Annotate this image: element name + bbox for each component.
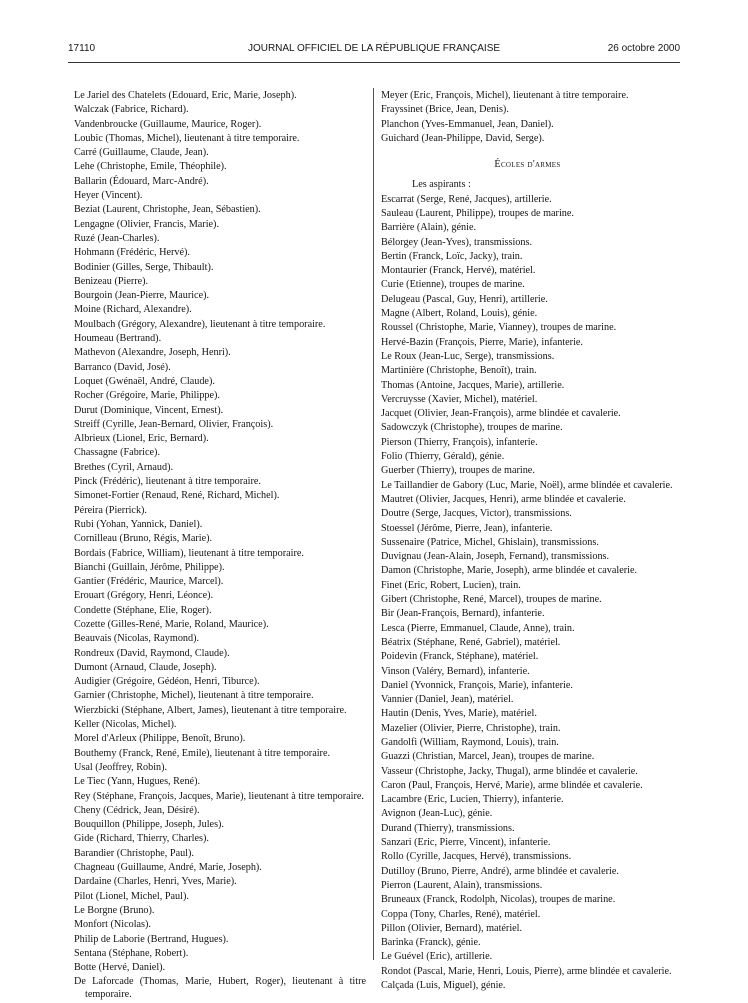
list-entry: Carré (Guillaume, Claude, Jean). (74, 147, 209, 159)
list-entry: Gibert (Christophe, René, Marcel), troupes de marine. (381, 594, 602, 606)
list-entry: Albrieux (Lionel, Eric, Bernard). (74, 433, 209, 445)
list-entry: Mautret (Olivier, Jacques, Henri), arme blindée et cavalerie. (381, 493, 626, 505)
list-entry: Ruzé (Jean-Charles). (74, 232, 160, 244)
list-entry: Usal (Jeoffrey, Robin). (74, 761, 168, 773)
list-entry: Ballarin (Édouard, Marc-André). (74, 175, 209, 187)
list-entry: Péreira (Pierrick). (74, 504, 147, 516)
list-entry: Sauleau (Laurent, Philippe), troupes de marine. (381, 208, 574, 219)
list-entry: Pierron (Laurent, Alain), transmissions. (381, 879, 543, 891)
list-entry: Bodinier (Gilles, Serge, Thibault). (74, 261, 214, 273)
list-entry: Cornilleau (Bruno, Régis, Marie). (74, 533, 213, 545)
list-entry: Pilot (Lionel, Michel, Paul). (74, 890, 189, 902)
list-entry: Vinson (Valéry, Bernard), infanterie. (381, 665, 530, 677)
right-column (381, 90, 674, 994)
list-entry: Meyer (Eric, François, Michel), lieutenant à titre temporaire. (381, 90, 629, 101)
list-entry: Gantier (Frédéric, Maurice, Marcel). (74, 576, 224, 588)
list-entry: Sadowczyk (Christophe), troupes de marine. (381, 422, 563, 434)
list-entry: Poidevin (Franck, Stéphane), matériel. (381, 651, 539, 663)
list-entry: Sanzari (Eric, Pierre, Vincent), infanterie. (381, 837, 551, 849)
list-entry: Vasseur (Christophe, Jacky, Thugal), arme blindée et cavalerie. (381, 765, 638, 777)
section-title: Écoles d'armes (494, 159, 561, 171)
list-entry: Bir (Jean-François, Bernard), infanterie. (381, 608, 545, 620)
list-entry: Simonet-Fortier (Renaud, René, Richard, Michel). (74, 490, 280, 502)
list-entry: Daniel (Yvonnick, François, Marie), infanterie. (381, 679, 573, 691)
list-entry: Gide (Richard, Thierry, Charles). (74, 833, 209, 845)
list-entry: Hautin (Denis, Yves, Marie), matériel. (381, 708, 537, 720)
list-entry: Le Jariel des Chatelets (Edouard, Eric, Marie, Joseph). (74, 90, 297, 101)
list-entry: Garnier (Christophe, Michel), lieutenant à titre temporaire. (74, 690, 314, 702)
list-entry: Durut (Dominique, Vincent, Ernest). (74, 404, 224, 416)
list-entry: Guichard (Jean-Philippe, David, Serge). (381, 132, 545, 144)
list-entry: Heyer (Vincent). (74, 190, 143, 202)
list-entry: Rubi (Yohan, Yannick, Daniel). (74, 518, 203, 530)
page-header (68, 42, 680, 56)
list-entry: Rondot (Pascal, Marie, Henri, Louis, Pierre), arme blindée et cavalerie. (381, 965, 672, 977)
list-entry: Pillon (Olivier, Bernard), matériel. (381, 922, 523, 934)
right-column-bottom-list (381, 194, 674, 993)
list-entry: Wierzbicki (Stéphane, Albert, James), lieutenant à titre temporaire. (74, 704, 347, 716)
list-entry: Vandenbroucke (Guillaume, Maurice, Roger). (74, 118, 262, 130)
journal-title: JOURNAL OFFICIEL DE LA RÉPUBLIQUE FRANÇAISE (247, 43, 501, 54)
list-entry: Vannier (Daniel, Jean), matériel. (381, 694, 514, 706)
list-entry: Guerber (Thierry), troupes de marine. (381, 465, 535, 477)
list-entry: Pierson (Thierry, François), infanterie. (381, 436, 538, 448)
list-entry: Botte (Hervé, Daniel). (74, 962, 166, 974)
list-entry: Hohmann (Frédéric, Hervé). (74, 247, 190, 259)
list-entry: Frayssinet (Brice, Jean, Denis). (381, 104, 509, 116)
list-entry: Lacambre (Eric, Lucien, Thierry), infanterie. (381, 794, 564, 806)
list-entry: Cheny (Cédrick, Jean, Désiré). (74, 804, 200, 816)
list-entry: Chassagne (Fabrice). (74, 447, 160, 459)
list-entry: Bourgoin (Jean-Pierre, Maurice). (74, 290, 210, 302)
page-number: 17110 (68, 43, 96, 54)
section-subtitle: Les aspirants : (412, 179, 471, 191)
list-entry: Durand (Thierry), transmissions. (381, 822, 515, 834)
list-entry: Audigier (Grégoire, Gédéon, Henri, Tiburce). (74, 676, 260, 688)
list-entry: Martinière (Christophe, Benoît), train. (381, 365, 537, 377)
header-rule (68, 62, 680, 63)
list-entry: Magne (Albert, Roland, Louis), génie. (381, 308, 538, 320)
list-entry: Dardaine (Charles, Henri, Yves, Marie). (74, 876, 237, 888)
list-entry: Keller (Nicolas, Michel). (74, 719, 177, 731)
list-entry: Bruneaux (Franck, Rodolph, Nicolas), troupes de marine. (381, 894, 616, 906)
list-entry: Jacquet (Olivier, Jean-François), arme blindée et cavalerie. (381, 408, 621, 420)
list-entry: Barinka (Franck), génie. (381, 937, 481, 949)
list-entry: Morel d'Arleux (Philippe, Benoît, Bruno). (74, 733, 246, 745)
list-entry: Delugeau (Pascal, Guy, Henri), artillerie. (381, 293, 548, 305)
list-entry: Sentana (Stéphane, Robert). (74, 947, 189, 959)
list-entry: Moulbach (Grégory, Alexandre), lieutenant à titre temporaire. (74, 318, 326, 330)
list-entry: Gandolfi (William, Raymond, Louis), train. (381, 736, 559, 748)
list-entry: Coppa (Tony, Charles, René), matériel. (381, 908, 541, 920)
list-entry: Hervé-Bazin (François, Pierre, Marie), infanterie. (381, 336, 583, 348)
list-entry: Bélorgey (Jean-Yves), transmissions. (381, 236, 533, 248)
left-column (74, 90, 366, 1003)
list-entry: Avignon (Jean-Luc), génie. (381, 808, 493, 820)
list-entry: Le Taillandier de Gabory (Luc, Marie, Noël), arme blindée et cavalerie. (381, 479, 673, 491)
list-entry: Le Tiec (Yann, Hugues, René). (74, 776, 201, 788)
list-entry: Béatrix (Stéphane, René, Gabriel), matériel. (381, 636, 561, 648)
list-entry: Rey (Stéphane, François, Jacques, Marie), lieutenant à titre temporaire. (74, 790, 364, 802)
list-entry: Rocher (Grégoire, Marie, Philippe). (74, 390, 220, 402)
right-column-top-list (381, 90, 674, 145)
list-entry: Mathevon (Alexandre, Joseph, Henri). (74, 347, 231, 359)
list-entry: Pinck (Frédéric), lieutenant à titre temporaire. (74, 476, 261, 488)
publication-date: 26 octobre 2000 (607, 43, 680, 54)
list-entry: Dutilloy (Bruno, Pierre, André), arme blindée et cavalerie. (381, 865, 619, 877)
list-entry: Vercruysse (Xavier, Michel), matériel. (381, 393, 538, 405)
list-entry: Thomas (Antoine, Jacques, Marie), artillerie. (381, 379, 565, 391)
list-entry: Benizeau (Pierre). (74, 275, 149, 287)
list-entry: Rondreux (David, Raymond, Claude). (74, 647, 230, 659)
list-entry: Le Roux (Jean-Luc, Serge), transmissions. (381, 350, 555, 362)
list-entry: Guazzi (Christian, Marcel, Jean), troupes de marine. (381, 751, 595, 763)
list-entry: Dumont (Arnaud, Claude, Joseph). (74, 661, 217, 673)
list-entry: Beauvais (Nicolas, Raymond). (74, 633, 200, 645)
list-entry: Monfort (Nicolas). (74, 919, 151, 931)
list-entry: Cozette (Gilles-René, Marie, Roland, Maurice). (74, 618, 269, 630)
list-entry: Calçada (Luis, Miguel), génie. (381, 980, 506, 992)
list-entry: Beziat (Laurent, Christophe, Jean, Sébastien). (74, 204, 261, 216)
list-entry: Loquet (Gwénaël, André, Claude). (74, 375, 215, 387)
list-entry: Curie (Etienne), troupes de marine. (381, 279, 525, 291)
list-entry: Loubic (Thomas, Michel), lieutenant à titre temporaire. (74, 132, 300, 144)
list-entry: Condette (Stéphane, Elie, Roger). (74, 604, 212, 616)
list-entry: Sussenaire (Patrice, Michel, Ghislain), transmissions. (381, 536, 599, 548)
list-entry: Walczak (Fabrice, Richard). (74, 104, 189, 116)
list-entry: Montaurier (Franck, Hervé), matériel. (381, 265, 536, 277)
list-entry: Doutre (Serge, Jacques, Victor), transmissions. (381, 508, 572, 520)
list-entry: Stoessel (Jérôme, Pierre, Jean), infanterie. (381, 522, 553, 534)
list-entry: Duvignau (Jean-Alain, Joseph, Fernand), transmissions. (381, 551, 610, 563)
list-entry: Lengagne (Olivier, Francis, Marie). (74, 218, 219, 230)
list-entry: Bianchi (Guillain, Jérôme, Philippe). (74, 561, 225, 573)
list-entry: Bordais (Fabrice, William), lieutenant à titre temporaire. (74, 547, 304, 559)
list-entry: Bouthemy (Franck, René, Emile), lieutenant à titre temporaire. (74, 747, 331, 759)
list-entry: Mazelier (Olivier, Pierre, Christophe), train. (381, 722, 561, 734)
list-entry: Houmeau (Bertrand). (74, 333, 162, 345)
list-entry: Roussel (Christophe, Marie, Vianney), troupes de marine. (381, 322, 617, 334)
list-entry: Folio (Thierry, Gérald), génie. (381, 451, 505, 463)
list-entry: Bouquillon (Philippe, Joseph, Jules). (74, 819, 224, 831)
list-entry: Streiff (Cyrille, Jean-Bernard, Olivier, François). (74, 418, 274, 430)
list-entry: Lehe (Christophe, Emile, Théophile). (74, 161, 227, 173)
list-entry: Le Borgne (Bruno). (74, 904, 155, 916)
list-entry: Erouart (Grégory, Henri, Léonce). (74, 590, 214, 602)
list-entry: Damon (Christophe, Marie, Joseph), arme blindée et cavalerie. (381, 565, 638, 577)
list-entry: Bertin (Franck, Loïc, Jacky), train. (381, 250, 523, 262)
list-entry: Barrière (Alain), génie. (381, 222, 477, 234)
list-entry: Barranco (David, José). (74, 361, 171, 373)
list-entry: Philip de Laborie (Bertrand, Hugues). (74, 933, 229, 945)
list-entry: Planchon (Yves-Emmanuel, Jean, Daniel). (381, 118, 554, 130)
list-entry: Le Guével (Eric), artillerie. (381, 951, 493, 963)
list-entry: De Laforcade (Thomas, Marie, Hubert, Roger), lieutenant à titre temporaire. (74, 976, 366, 1000)
list-entry: Barandier (Christophe, Paul). (74, 847, 194, 859)
list-entry: Escarrat (Serge, René, Jacques), artillerie. (381, 193, 552, 205)
list-entry: Brethes (Cyril, Arnaud). (74, 461, 174, 473)
list-entry: Caron (Paul, François, Hervé, Marie), arme blindée et cavalerie. (381, 779, 643, 791)
list-entry: Finet (Eric, Robert, Lucien), train. (381, 579, 521, 591)
column-divider (373, 88, 374, 960)
list-entry: Chagneau (Guillaume, André, Marie, Joseph). (74, 862, 262, 874)
list-entry: Rollo (Cyrille, Jacques, Hervé), transmissions. (381, 851, 572, 863)
list-entry: Moine (Richard, Alexandre). (74, 304, 192, 316)
list-entry: Lesca (Pierre, Emmanuel, Claude, Anne), train. (381, 622, 575, 634)
